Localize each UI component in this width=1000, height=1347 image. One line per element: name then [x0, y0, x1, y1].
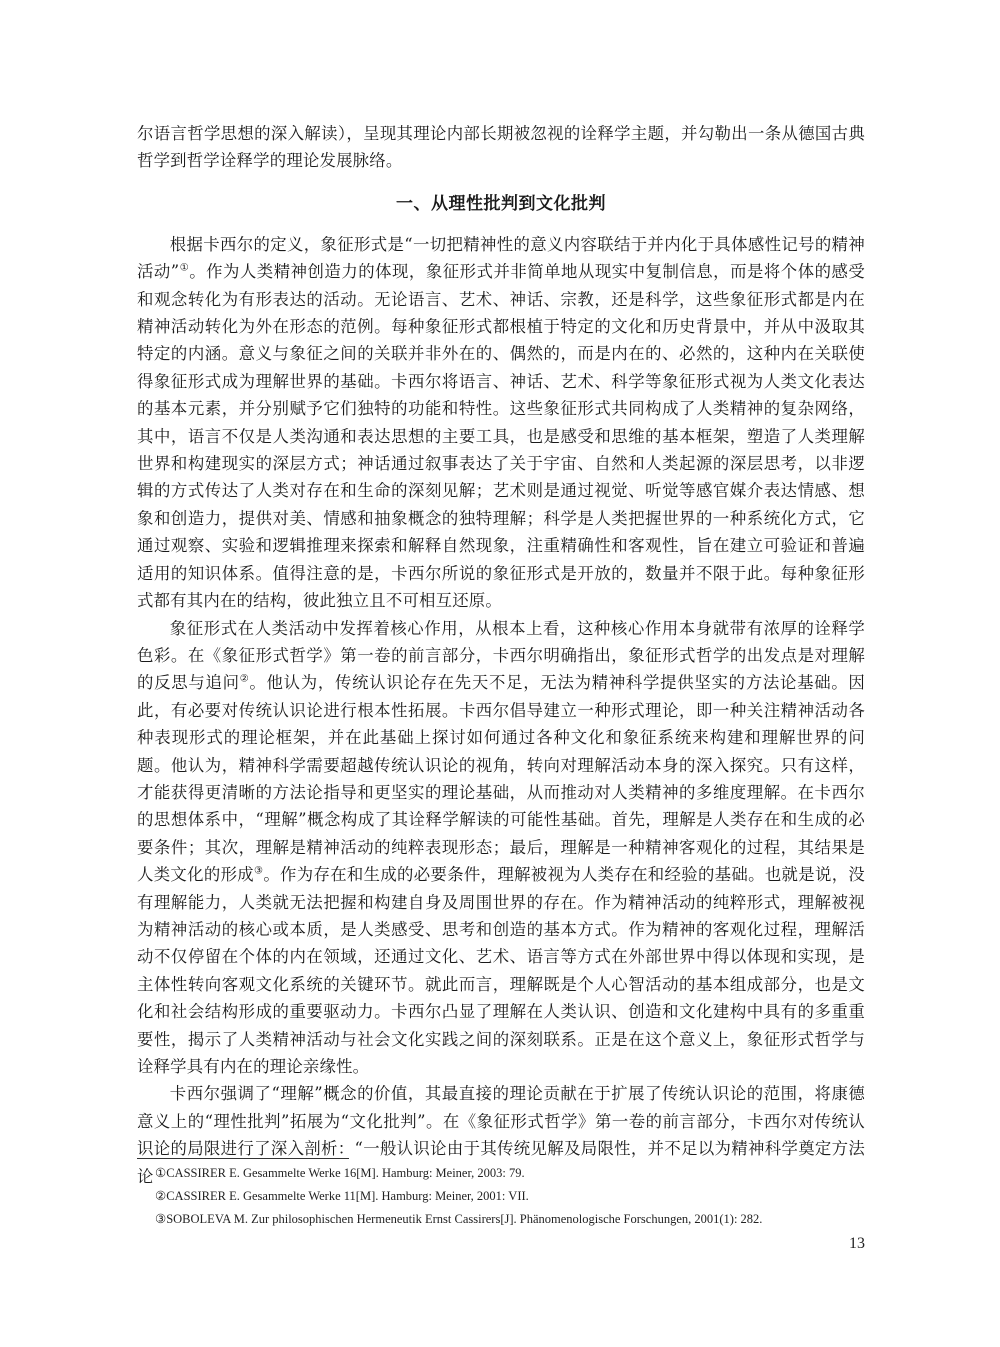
footnote-3: ③SOBOLEVA M. Zur philosophischen Hermeneutik Ernst Cassirers[J]. Phänomenologische Forschungen, 2001(1): 282.: [155, 1212, 763, 1226]
intro-paragraph: 尔语言哲学思想的深入解读），呈现其理论内部长期被忽视的诠释学主题，并勾勒出一条从德国古典哲学到哲学诠释学的理论发展脉络。: [137, 124, 865, 171]
paragraph-2: [137, 615, 865, 1081]
section-heading: 一、从理性批判到文化批判: [396, 193, 606, 214]
paragraph-1-text-b: 。作为人类精神创造力的体现，象征形式并非简单地从现实中复制信息，而是将个体的感受和观念转化为有形表达的活动。无论语言、艺术、神话、宗教，还是科学，这些象征形式都是内在精神活动转化为外在形态的范例。每种象征形式都根植于特定的文化和历史背景中，并从中汲取其特定的内涵。意义与象征之间的关联并非外在的、偶然的，而是内在的、必然的，这种内在关联使得象征形式成为理解世界的基础。卡西尔将语言、神话、艺术、科学等象征形式视为人类文化表达的基本元素，并分别赋予它们独特的功能和特性。这些象征形式共同构成了人类精神的复杂网络，其中，语言不仅是人类沟通和表达思想的主要工具，也是感受和思维的基本框架，塑造了人类理解世界和构建现实的深层方式；神话通过叙事表达了关于宇宙、自然和人类起源的深层思考，以非逻辑的方式传达了人类对存在和生命的深刻见解；艺术则是通过视觉、听觉等感官媒介表达情感、想象和创造力，提供对美、情感和抽象概念的独特理解；科学是人类把握世界的一种系统化方式，它通过观察、实验和逻辑推理来探索和解释自然现象，注重精确性和客观性，旨在建立可验证和普遍适用的知识体系。值得注意的是，卡西尔所说的象征形式是开放的，数量并不限于此。每种象征形式都有其内在的结构，彼此独立且不可相互还原。: [137, 262, 865, 611]
paragraph-1: [137, 231, 865, 615]
main-text-column: [137, 120, 865, 1190]
paragraph-1-text-a: 根据卡西尔的定义，象征形式是“一切把精神性的意义内容联结于并内化于具体感性记号的精神活动”: [137, 234, 865, 282]
footnote-ref-1: ①: [179, 262, 190, 274]
paragraph-2-text-c: 。作为存在和生成的必要条件，理解被视为人类存在和经验的基础。也就是说，没有理解能力，人类就无法把握和构建自身及周围世界的存在。作为精神活动的纯粹形式，理解被视为精神活动的核心或本质，是人类感受、思考和创造的基本方式。作为精神的客观化过程，理解活动不仅停留在个体的内在领域，还通过文化、艺术、语言等方式在外部世界中得以体现和实现，是主体性转向客观文化系统的关键环节。就此而言，理解既是个人心智活动的基本组成部分，也是文化和社会结构形成的重要驱动力。卡西尔凸显了理解在人类认识、创造和文化建构中具有的多重重要性，揭示了人类精神活动与社会文化实践之间的深刻联系。正是在这个意义上，象征形式哲学与诠释学具有内在的理论亲缘性。: [137, 865, 866, 1076]
footnote-2: ②CASSIRER E. Gesammelte Werke 11[M]. Hamburg: Meiner, 2001: VII.: [155, 1189, 529, 1203]
footnote-ref-3: ③: [254, 865, 264, 877]
footnote-1: ①CASSIRER E. Gesammelte Werke 16[M]. Hamburg: Meiner, 2003: 79.: [155, 1166, 525, 1180]
footnote-ref-2: ②: [239, 673, 250, 685]
paragraph-2-text-b: 。他认为，传统认识论存在先天不足，无法为精神科学提供坚实的方法论基础。因此，有必要对传统认识论进行根本性拓展。卡西尔倡导建立一种形式理论，即一种关注精神活动各种表现形式的理论框架，并在此基础上探讨如何通过各种文化和象征系统来构建和理解世界的问题。他认为，精神科学需要超越传统认识论的视角，转向对理解活动本身的深入探究。只有这样，才能获得更清晰的方法论指导和更坚实的理论基础，从而推动对人类精神的多维度理解。在卡西尔的思想体系中，“理解”概念构成了其诠释学解读的可能性基础。首先，理解是人类存在和生成的必要条件；其次，理解是精神活动的纯粹表现形态；最后，理解是一种精神客观化的过程，其结果是人类文化的形成: [137, 673, 866, 885]
footnotes: [155, 1162, 865, 1231]
footnote-divider: [137, 1158, 349, 1159]
paragraph-3: 卡西尔强调了“理解”概念的价值，其最直接的理论贡献在于扩展了传统认识论的范围，将康德意义上的“理性批判”拓展为“文化批判”。在《象征形式哲学》第一卷的前言部分，卡西尔对传统认识论的局限进行了深入剖析：“一般认识论由于其传统见解及局限性，并不足以为精神科学奠定方法论: [137, 1084, 865, 1186]
page-number: 13: [849, 1235, 865, 1252]
paragraph-2-text-a: 象征形式在人类活动中发挥着核心作用，从根本上看，这种核心作用本身就带有浓厚的诠释学色彩。在《象征形式哲学》第一卷的前言部分，卡西尔明确指出，象征形式哲学的出发点是对理解的反思与追问: [137, 618, 865, 693]
